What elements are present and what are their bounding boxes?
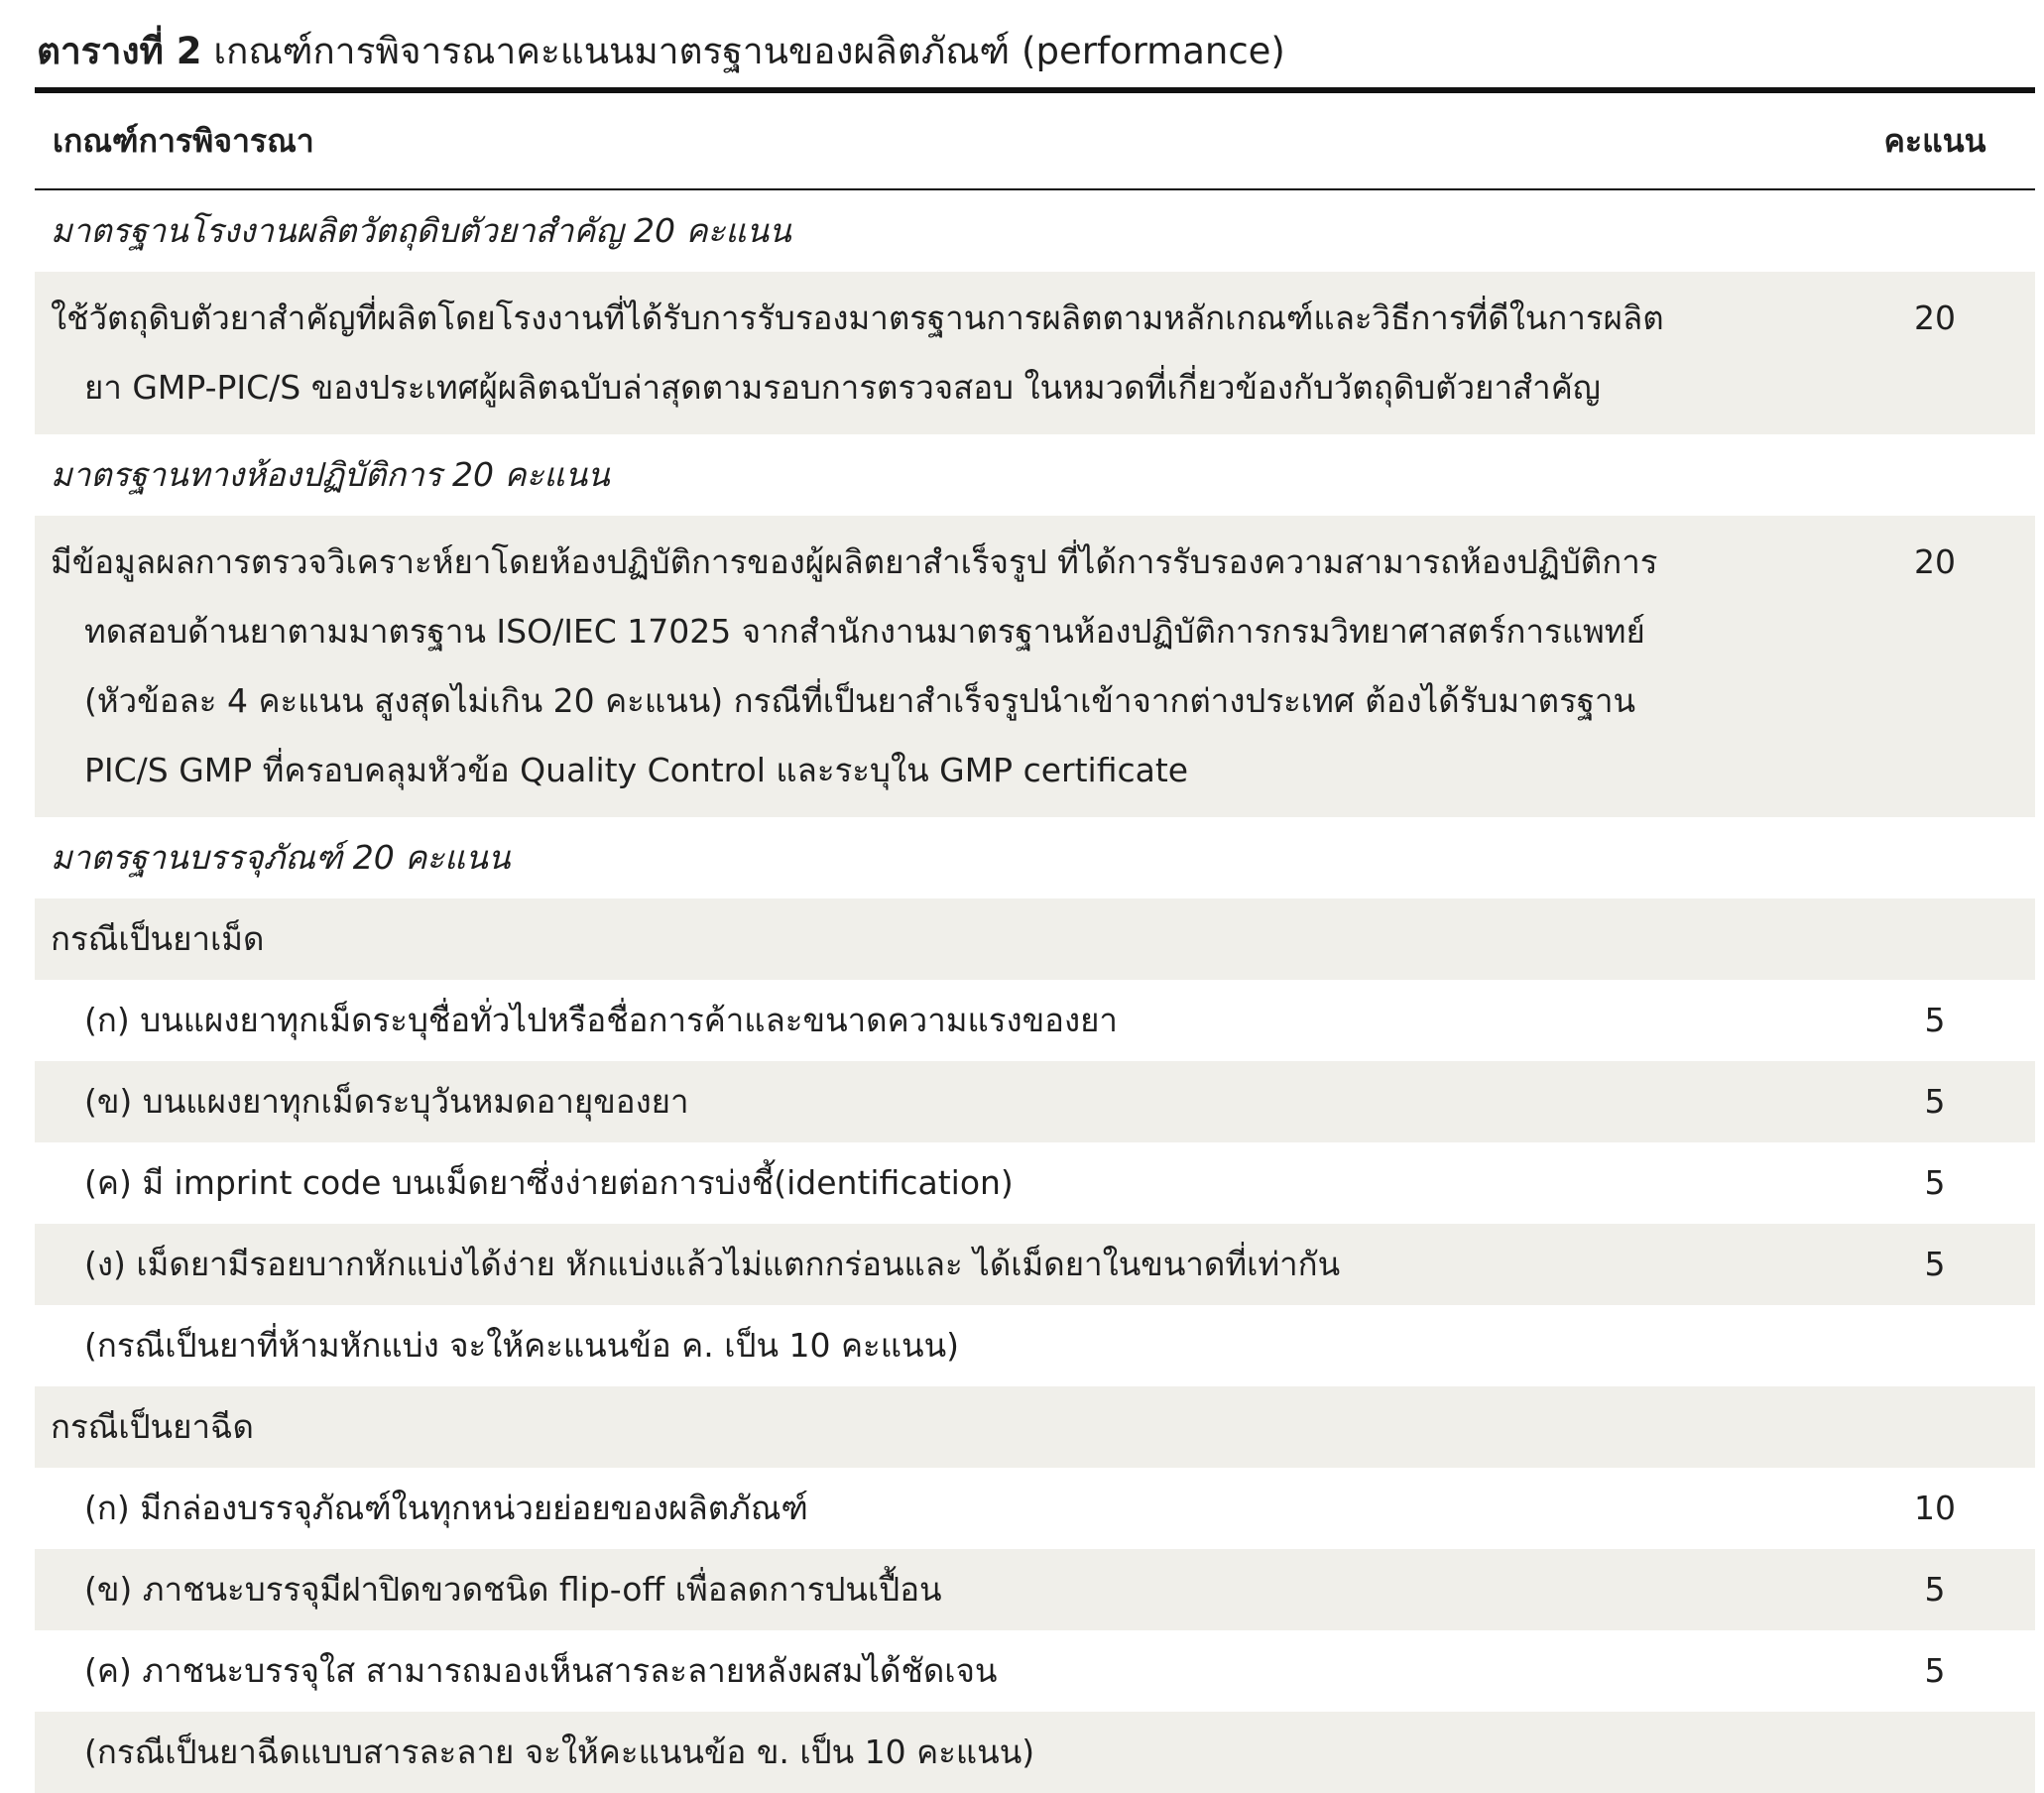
subsection-row (35, 898, 2035, 980)
section-heading: มาตรฐานทางห้องปฏิบัติการ 20 คะแนน (35, 434, 1835, 516)
item-text: (ค) มี imprint code บนเม็ดยาซึ่งง่ายต่อการบ่งชี้(identification) (35, 1142, 1835, 1224)
note-row (35, 1305, 2035, 1386)
criteria-line: มีข้อมูลผลการตรวจวิเคราะห์ยาโดยห้องปฏิบัติการของผู้ผลิตยาสำเร็จรูป ที่ได้การรับรองความสามารถห้องปฏิบัติการ (51, 542, 1658, 581)
item-row (35, 1061, 2035, 1142)
item-row (35, 1630, 2035, 1712)
item-row (35, 1142, 2035, 1224)
criteria-score: 20 (1835, 272, 2035, 434)
criteria-text (35, 272, 1835, 434)
subsection-row (35, 1386, 2035, 1468)
item-score: 5 (1835, 1224, 2035, 1305)
table-header-row (35, 93, 2035, 189)
criteria-line: ทดสอบด้านยาตามมาตรฐาน ISO/IEC 17025 จากสำนักงานมาตรฐานห้องปฏิบัติการกรมวิทยาศาสตร์การแพทย์ (84, 612, 1645, 651)
item-text: (ก) บนแผงยาทุกเม็ดระบุชื่อทั่วไปหรือชื่อการค้าและขนาดความแรงของยา (35, 980, 1835, 1061)
item-text: (ข) ภาชนะบรรจุมีฝาปิดขวดชนิด flip-off เพื่อลดการปนเปื้อน (35, 1549, 1835, 1630)
section-heading: มาตรฐานโรงงานผลิตวัตถุดิบตัวยาสำคัญ 20 คะแนน (35, 189, 1835, 272)
item-score: 10 (1835, 1468, 2035, 1549)
item-score: 5 (1835, 1630, 2035, 1712)
criteria-row (35, 272, 2035, 434)
note-text: (กรณีเป็นยาฉีดแบบสารละลาย จะให้คะแนนข้อ ข. เป็น 10 คะแนน) (35, 1712, 1835, 1793)
section-heading-row (35, 189, 2035, 272)
section-heading-row (35, 817, 2035, 898)
criteria-table (35, 93, 2035, 1793)
header-criteria: เกณฑ์การพิจารณา (35, 93, 1835, 189)
table-caption (37, 24, 2044, 79)
item-row (35, 980, 2035, 1061)
note-text: (กรณีเป็นยาที่ห้ามหักแบ่ง จะให้คะแนนข้อ ค. เป็น 10 คะแนน) (35, 1305, 1835, 1386)
item-text: (ก) มีกล่องบรรจุภัณฑ์ในทุกหน่วยย่อยของผลิตภัณฑ์ (35, 1468, 1835, 1549)
item-score: 5 (1835, 980, 2035, 1061)
section-heading-row (35, 434, 2035, 516)
subsection-title: กรณีเป็นยาฉีด (35, 1386, 1835, 1468)
criteria-line: (หัวข้อละ 4 คะแนน สูงสุดไม่เกิน 20 คะแนน) กรณีที่เป็นยาสำเร็จรูปนำเข้าจากต่างประเทศ ต้องได้รับมาตรฐาน (84, 681, 1636, 720)
header-score: คะแนน (1835, 93, 2035, 189)
item-text: (ง) เม็ดยามีรอยบากหักแบ่งได้ง่าย หักแบ่งแล้วไม่แตกกร่อนและ ได้เม็ดยาในขนาดที่เท่ากัน (35, 1224, 1835, 1305)
note-row (35, 1712, 2035, 1793)
caption-text: เกณฑ์การพิจารณาคะแนนมาตรฐานของผลิตภัณฑ์ (performance) (213, 30, 1285, 72)
caption-label: ตารางที่ 2 (37, 30, 202, 72)
criteria-line: ใช้วัตถุดิบตัวยาสำคัญที่ผลิตโดยโรงงานที่ได้รับการรับรองมาตรฐานการผลิตตามหลักเกณฑ์และวิธีการที่ดีในการผลิต (51, 299, 1664, 337)
item-text: (ข) บนแผงยาทุกเม็ดระบุวันหมดอายุของยา (35, 1061, 1835, 1142)
criteria-score: 20 (1835, 516, 2035, 817)
criteria-text (35, 516, 1835, 817)
criteria-row (35, 516, 2035, 817)
item-score: 5 (1835, 1549, 2035, 1630)
item-text: (ค) ภาชนะบรรจุใส สามารถมองเห็นสารละลายหลังผสมได้ชัดเจน (35, 1630, 1835, 1712)
criteria-line: ยา GMP-PIC/S ของประเทศผู้ผลิตฉบับล่าสุดตามรอบการตรวจสอบ ในหมวดที่เกี่ยวข้องกับวัตถุดิบตัวยาสำคัญ (84, 368, 1601, 407)
item-score: 5 (1835, 1061, 2035, 1142)
criteria-line: PIC/S GMP ที่ครอบคลุมหัวข้อ Quality Control และระบุใน GMP certificate (84, 751, 1189, 789)
item-row (35, 1224, 2035, 1305)
item-row (35, 1468, 2035, 1549)
subsection-title: กรณีเป็นยาเม็ด (35, 898, 1835, 980)
item-row (35, 1549, 2035, 1630)
section-heading: มาตรฐานบรรจุภัณฑ์ 20 คะแนน (35, 817, 1835, 898)
item-score: 5 (1835, 1142, 2035, 1224)
